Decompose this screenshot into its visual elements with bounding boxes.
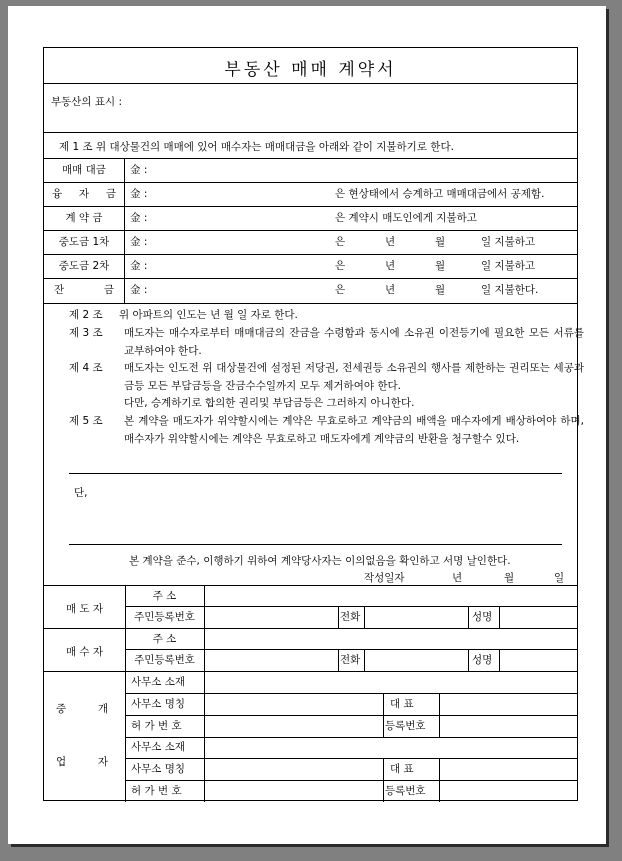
broker-office-name-field[interactable]: [206, 760, 381, 778]
seller-name-field[interactable]: [501, 608, 576, 626]
divider: [364, 649, 365, 671]
date-month: 월: [504, 572, 515, 584]
payment-note: 은: [335, 284, 346, 296]
clause-text: 본 계약을 매도자가 위약할시에는 계약은 무효로하고 계약금의 배액을 매수자에게 배상하여야 하며, 매수자가 위약할시에는 계약은 무효로하고 매도자에게 계약금의 반환을 청구할수 있다.: [124, 415, 584, 445]
divider: [125, 758, 577, 759]
clause-4: [69, 360, 584, 414]
buyer-label: 매 수 자: [65, 646, 104, 658]
payment-currency: 金 :: [130, 188, 148, 200]
clause-label: 제 4 조: [69, 362, 103, 374]
broker-representative-field[interactable]: [441, 695, 576, 713]
divider: [44, 671, 577, 672]
broker-office-name-label: 사무소 명칭: [131, 763, 186, 775]
payment-label: 잔 금: [54, 284, 114, 296]
payment-label: 중도금 1차: [58, 236, 110, 248]
divider: [125, 693, 577, 694]
broker-office-address-field[interactable]: [206, 739, 576, 757]
divider: [44, 303, 577, 304]
seller-phone-field[interactable]: [366, 608, 466, 626]
buyer-name-label: 성명: [472, 654, 493, 666]
payment-currency: 金 :: [130, 236, 148, 248]
clause-3: [69, 325, 584, 361]
broker-representative-field[interactable]: [441, 760, 576, 778]
payment-note: 일 지불하고: [481, 236, 536, 248]
buyer-id-label: 주민등록번호: [134, 654, 195, 666]
broker-license-label: 허 가 번 호: [131, 720, 182, 732]
broker-license-field[interactable]: [206, 782, 381, 800]
seller-address-field[interactable]: [206, 587, 576, 605]
divider: [383, 693, 384, 737]
broker-label-bottom: 업 자: [56, 756, 108, 768]
divider: [204, 585, 205, 628]
payment-note: 년: [385, 236, 396, 248]
payment-currency: 金 :: [130, 284, 148, 296]
divider: [125, 780, 577, 781]
divider: [439, 758, 440, 802]
payment-note: 은: [335, 260, 346, 272]
divider: [125, 606, 577, 607]
contract-form: [43, 47, 584, 801]
seller-address-label: 주 소: [152, 590, 177, 602]
payment-note: 년: [385, 284, 396, 296]
broker-registration-label: 등록번호: [385, 720, 426, 732]
document-page: [8, 6, 606, 844]
clause-text: 위 아파트의 인도는 년 월 일 자로 한다.: [119, 309, 298, 321]
clause-text: 다만, 승계하기로 합의한 권리및 부담금등은 그러하지 아니한다.: [124, 397, 415, 409]
payment-row: [44, 278, 577, 302]
seller-id-label: 주민등록번호: [134, 611, 195, 623]
clause-label: 제 5 조: [69, 415, 103, 427]
broker-office-name-label: 사무소 명칭: [131, 698, 186, 710]
payment-note: 일 지불하고: [481, 260, 536, 272]
buyer-id-field[interactable]: [206, 651, 336, 669]
broker-representative-label: 대 표: [390, 763, 414, 775]
divider: [338, 606, 339, 628]
clause-2: [69, 307, 569, 325]
payment-currency: 金 :: [130, 212, 148, 224]
buyer-phone-field[interactable]: [366, 651, 466, 669]
payment-note: 은 계약시 매도인에게 지불하고: [335, 212, 477, 224]
confirmation-text: 본 계약을 준수, 이행하기 위하여 계약당사자는 이의없음을 확인하고 서명 날인한다.: [129, 555, 511, 567]
date-label: 작성일자: [364, 572, 405, 584]
buyer-address-label: 주 소: [152, 633, 177, 645]
clause-label: 제 3 조: [69, 327, 103, 339]
date-day: 일: [554, 572, 565, 584]
broker-office-address-field[interactable]: [206, 673, 576, 691]
broker-registration-field[interactable]: [441, 782, 576, 800]
seller-phone-label: 전화: [340, 611, 361, 623]
buyer-phone-label: 전화: [340, 654, 361, 666]
payment-note: 일 지불한다.: [481, 284, 539, 296]
seller-label: 매 도 자: [65, 603, 104, 615]
payment-row: [44, 158, 577, 182]
buyer-address-field[interactable]: [206, 630, 576, 648]
remark-label: 단,: [74, 487, 88, 499]
broker-office-name-field[interactable]: [206, 695, 381, 713]
payment-row: [44, 206, 577, 230]
divider: [44, 132, 577, 133]
divider: [383, 758, 384, 802]
seller-id-field[interactable]: [206, 608, 336, 626]
broker-license-field[interactable]: [206, 717, 381, 735]
seller-name-label: 성명: [472, 611, 493, 623]
clause-text: 매도자는 인도전 위 대상물건에 설정된 저당권, 전세권등 소유권의 행사를 제한하는 권리또는 세공과금등 모든 부담금등을 잔금수수일까지 모두 제거하여야 한다.: [124, 362, 584, 392]
contract-title: 부동산 매매 계약서: [224, 60, 397, 80]
property-field[interactable]: [149, 90, 569, 130]
divider: [125, 737, 577, 738]
divider: [499, 649, 500, 671]
divider: [439, 693, 440, 737]
buyer-name-field[interactable]: [501, 651, 576, 669]
divider: [125, 715, 577, 716]
broker-label-top: 중 개: [56, 703, 108, 715]
divider: [338, 649, 339, 671]
property-label: 부동산의 표시 :: [51, 96, 123, 108]
date-year: 년: [452, 572, 463, 584]
payment-currency: 金 :: [130, 164, 148, 176]
clause-1: 제 1 조 위 대상물건의 매매에 있어 매수자는 매매대금을 아래와 같이 지불하기로 한다.: [59, 141, 454, 153]
payment-currency: 金 :: [130, 260, 148, 272]
payment-note: 년: [385, 260, 396, 272]
broker-representative-label: 대 표: [390, 698, 414, 710]
broker-registration-label: 등록번호: [385, 785, 426, 797]
payment-label: 계 약 금: [65, 212, 103, 224]
clause-5: [69, 413, 584, 467]
divider: [468, 649, 469, 671]
divider: [499, 606, 500, 628]
broker-license-label: 허 가 번 호: [131, 785, 182, 797]
clause-text: 매도자는 매수자로부터 매매대금의 잔금을 수령함과 동시에 소유권 이전등기에 필요한 모든 서류를 교부하여야 한다.: [124, 327, 584, 357]
broker-office-address-label: 사무소 소재: [131, 741, 186, 753]
divider: [364, 606, 365, 628]
divider: [44, 83, 577, 84]
divider: [204, 628, 205, 671]
broker-registration-field[interactable]: [441, 717, 576, 735]
remark-rule: [69, 544, 562, 545]
payment-note: 월: [435, 260, 446, 272]
payment-label: 중도금 2차: [58, 260, 110, 272]
divider: [468, 606, 469, 628]
divider: [44, 628, 577, 629]
payment-note: 월: [435, 284, 446, 296]
payment-row: [44, 254, 577, 278]
payment-note: 은 현상태에서 승계하고 매매대금에서 공제함.: [335, 188, 545, 200]
clause-label: 제 2 조: [69, 309, 103, 321]
divider: [125, 649, 577, 650]
payment-note: 은: [335, 236, 346, 248]
remark-field[interactable]: [99, 480, 559, 540]
payment-note: 월: [435, 236, 446, 248]
divider: [44, 585, 577, 586]
payment-row: [44, 230, 577, 254]
broker-office-address-label: 사무소 소재: [131, 676, 186, 688]
remark-rule: [69, 473, 562, 474]
payment-row: [44, 182, 577, 206]
payment-label: 융 자 금: [52, 188, 116, 200]
payment-label: 매매 대금: [62, 164, 106, 176]
